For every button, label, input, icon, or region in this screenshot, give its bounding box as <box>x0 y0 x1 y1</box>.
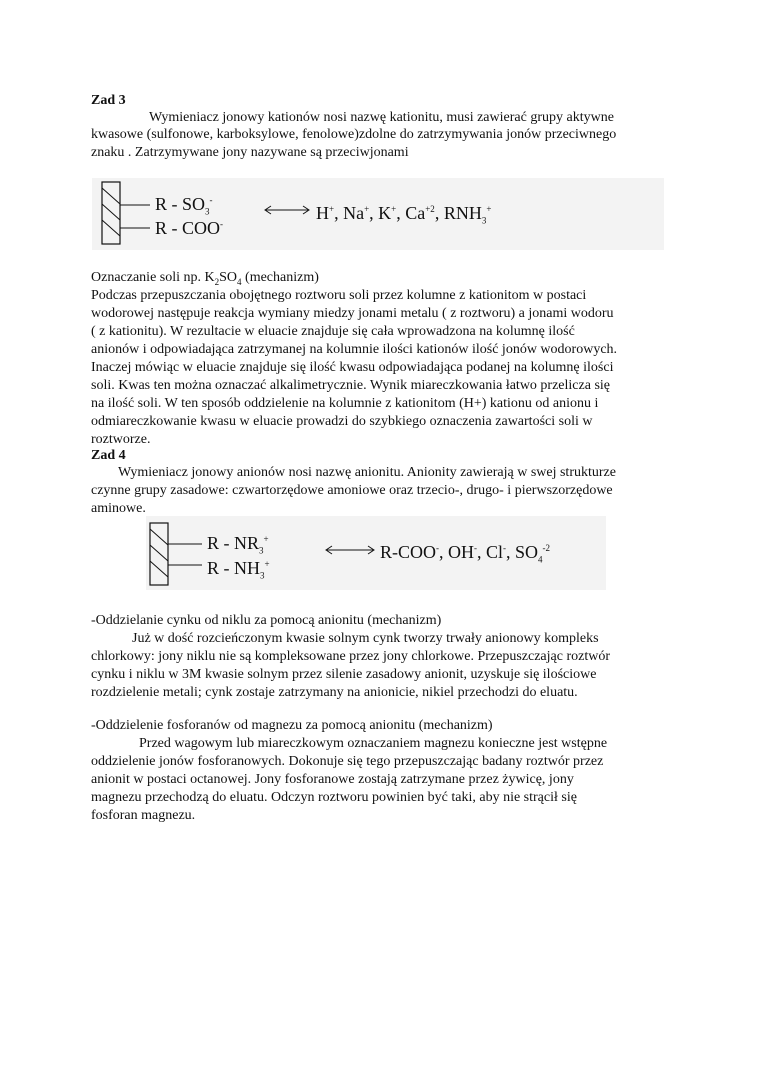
zinc-nickel-body-line: Już w dość rozcieńczonym kwasie solnym cynk tworzy trwały anionowy kompleks <box>132 631 599 646</box>
phosphate-magnesium-body-line: oddzielenie jonów fosforanowych. Dokonuje się tego przepuszczając badany roztwór przez <box>91 754 604 769</box>
salt-body-line: na ilość soli. W ten sposób oddzielenie na kolumnie z kationitom (H+) kationu od anionu i <box>91 396 599 411</box>
zad3-intro-line: znaku . Zatrzymywane jony nazywane są przeciwjonami <box>91 145 409 160</box>
cation-ion-charge: + <box>364 204 370 214</box>
cation-group-carboxylate-sup: - <box>220 219 224 229</box>
anion-group-quaternary-base: R - NR <box>207 533 260 553</box>
zad4-heading: Zad 4 <box>91 448 126 463</box>
salt-body-line: anionów i odpowiadająca zatrzymanej na kolumnie ilości kationów ilość jonów wodorowych. <box>91 342 618 357</box>
phosphate-magnesium-body-line: fosforan magnezu. <box>91 808 196 823</box>
salt-title-text: SO <box>219 270 238 285</box>
anion-ion <box>486 542 515 562</box>
anion-group-quaternary <box>207 533 269 556</box>
anion-group-quaternary-sup: + <box>263 534 269 544</box>
phosphate-magnesium-body-line: Przed wagowym lub miareczkowym oznaczaniem magnezu konieczne jest wstępne <box>139 736 608 751</box>
anion-ion <box>380 542 448 562</box>
salt-body-line: soli. Kwas ten można oznaczać alkalimetrycznie. Wynik miareczkowania łatwo przelicza się <box>91 378 610 393</box>
zinc-nickel-body-line: rozdzielenie metali; cynk zostaje zatrzymany na anionicie, nikiel przechodzi do eluatu. <box>91 685 578 700</box>
anion-ion-charge: - <box>503 543 507 553</box>
zad3-intro-line: Wymieniacz jonowy kationów nosi nazwę kationitu, musi zawierać grupy aktywne <box>149 110 614 125</box>
anion-ion-subscript: 4 <box>538 554 543 565</box>
anion-group-amine <box>207 558 270 581</box>
anion-group-amine-sup: + <box>264 559 270 569</box>
salt-title-text: (mechanizm) <box>241 270 319 285</box>
zad3-intro-line: kwasowe (sulfonowe, karboksylowe, fenolowe)zdolne do zatrzymywania jonów przeciwnego <box>91 127 617 142</box>
anion-ion <box>448 542 486 562</box>
cation-ion-subscript: 3 <box>481 215 487 226</box>
salt-body-line: ( z kationitu). W rezultacie w eluacie znajduje się cała wprowadzona na kolumnę ilość <box>91 324 575 339</box>
anion-ion-charge: -2 <box>542 543 551 553</box>
cation-ion <box>316 203 343 223</box>
cation-ion-symbol: K <box>378 203 392 223</box>
anion-ion-separator: , <box>439 542 449 562</box>
cation-counterions <box>316 203 491 226</box>
zad4-intro-line: Wymieniacz jonowy anionów nosi nazwę anionitu. Anionity zawierają w swej strukturze <box>118 465 616 480</box>
cation-group-sulfonate-sub: 3 <box>205 206 210 217</box>
salt-body-line: Inaczej mówiąc w eluacie znajduje się ilość kwasu odpowiadająca podanej na kolumnę ilości <box>91 360 614 375</box>
cation-group-carboxylate <box>155 218 223 239</box>
cation-ion <box>443 203 492 226</box>
cation-ion-symbol: Ca <box>405 203 426 223</box>
cation-group-sulfonate <box>155 194 213 217</box>
anion-ion <box>515 542 551 565</box>
anion-ion-symbol: SO <box>515 542 539 562</box>
cation-ion-separator: , <box>369 203 379 223</box>
zinc-nickel-title: -Oddzielanie cynku od niklu za pomocą anionitu (mechanizm) <box>91 613 442 628</box>
cation-ion <box>343 203 378 223</box>
zinc-nickel-body-line: cynku i niklu w 3M kwasie solnym przez silenie zasadowy anionit, uzyskuje się ilościowe <box>91 667 597 682</box>
cation-group-sulfonate-base: R - SO <box>155 194 206 214</box>
anion-group-amine-sub: 3 <box>260 570 265 581</box>
cation-ion-charge: + <box>486 204 492 214</box>
salt-title-sub: 2 <box>214 276 220 287</box>
cation-ion-separator: , <box>334 203 344 223</box>
salt-body-line: odmiareczkowanie kwasu w eluacie prowadzi do szybkiego oznaczenia zawartości soli w <box>91 414 593 429</box>
phosphate-magnesium-body-line: anionit w postaci octanowej. Jony fosforanowe zostają zatrzymane przez żywicę, jony <box>91 772 574 787</box>
cation-ion-separator: , <box>434 203 444 223</box>
anion-ion-symbol: Cl <box>486 542 504 562</box>
salt-body-line: wodorowej następuje reakcja wymiany miedzy jonami metalu ( z roztworu) a jonami wodoru <box>91 306 614 321</box>
cation-ion-symbol: Na <box>343 203 365 223</box>
cation-resin-diagram <box>92 178 352 250</box>
salt-title-sub: 4 <box>237 276 242 287</box>
zinc-nickel-body-line: chlorkowy: jony niklu nie są kompleksowane przez jony chlorkowe. Przepuszczając roztwór <box>91 649 610 664</box>
phosphate-magnesium-body-line: magnezu przechodzą do eluatu. Odczyn roztworu powinien być taki, aby nie strącił się <box>91 790 577 805</box>
salt-body-line: Podczas przepuszczania obojętnego roztworu soli przez kolumne z kationitom w postaci <box>91 288 587 303</box>
anion-ion-separator: , <box>506 542 516 562</box>
exchange-arrow-icon <box>323 544 377 556</box>
cation-ion-separator: , <box>396 203 406 223</box>
zad4-intro-line: aminowe. <box>91 501 146 516</box>
anion-ion-symbol: OH <box>448 542 475 562</box>
exchange-arrow-icon <box>262 204 312 216</box>
cation-ion <box>378 203 405 223</box>
anion-ion-symbol: R-COO <box>380 542 437 562</box>
zad4-intro-line: czynne grupy zasadowe: czwartorzędowe amoniowe oraz trzecio-, drugo- i pierwszorzędowe <box>91 483 613 498</box>
cation-ion-charge: + <box>329 204 335 214</box>
salt-body-line: roztworze. <box>91 432 151 447</box>
anion-ion-charge: - <box>474 543 478 553</box>
anion-ion-charge: - <box>436 543 440 553</box>
cation-ion-charge: + <box>391 204 397 214</box>
zad3-heading: Zad 3 <box>91 93 126 108</box>
cation-ion-symbol: H <box>316 203 329 223</box>
phosphate-magnesium-title: -Oddzielenie fosforanów od magnezu za pomocą anionitu (mechanizm) <box>91 718 493 733</box>
salt-title-text: Oznaczanie soli np. K <box>91 270 215 285</box>
anion-ion-separator: , <box>477 542 487 562</box>
anion-counterions <box>380 542 550 565</box>
cation-group-sulfonate-sup: - <box>209 195 213 205</box>
anion-group-amine-base: R - NH <box>207 558 260 578</box>
cation-ion-symbol: RNH <box>443 203 482 223</box>
cation-ion-charge: +2 <box>425 204 435 214</box>
cation-group-carboxylate-base: R - COO <box>155 218 221 238</box>
cation-ion <box>405 203 444 223</box>
anion-group-quaternary-sub: 3 <box>259 545 264 556</box>
